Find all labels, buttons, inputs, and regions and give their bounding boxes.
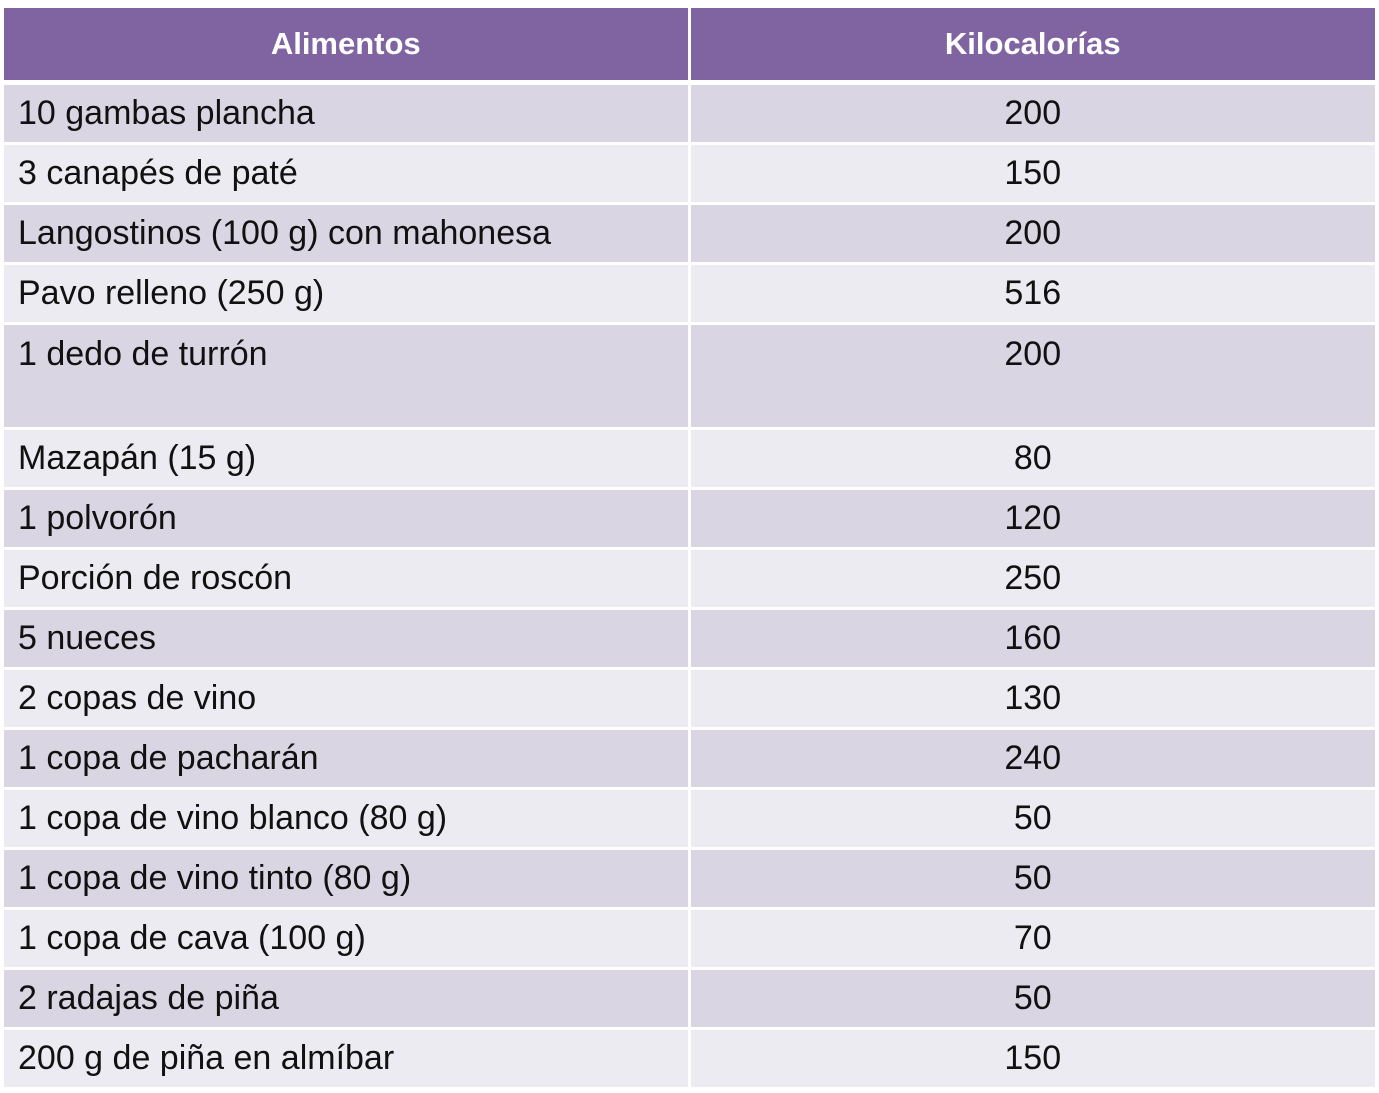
calorie-table-container <box>4 8 1375 1090</box>
kcal-cell: 150 <box>689 144 1375 204</box>
food-cell: Pavo relleno (250 g) <box>4 264 689 324</box>
food-cell: Mazapán (15 g) <box>4 429 689 489</box>
food-cell: 2 copas de vino <box>4 669 689 729</box>
table-row <box>4 609 1375 669</box>
table-row <box>4 204 1375 264</box>
kcal-cell: 516 <box>689 264 1375 324</box>
table-row <box>4 429 1375 489</box>
kcal-cell: 200 <box>689 204 1375 264</box>
header-alimentos: Alimentos <box>4 8 689 83</box>
table-row <box>4 669 1375 729</box>
kcal-cell: 200 <box>689 324 1375 429</box>
table-row <box>4 1029 1375 1089</box>
food-cell: 1 copa de vino blanco (80 g) <box>4 789 689 849</box>
food-cell: 2 radajas de piña <box>4 969 689 1029</box>
table-row <box>4 144 1375 204</box>
food-cell: 5 nueces <box>4 609 689 669</box>
table-row <box>4 849 1375 909</box>
kcal-cell: 80 <box>689 429 1375 489</box>
header-kilocalorias: Kilocalorías <box>689 8 1375 83</box>
table-row <box>4 264 1375 324</box>
food-cell: 1 dedo de turrón <box>4 324 689 429</box>
food-cell: 200 g de piña en almíbar <box>4 1029 689 1089</box>
food-cell: 1 copa de vino tinto (80 g) <box>4 849 689 909</box>
food-cell: 1 copa de pacharán <box>4 729 689 789</box>
table-row <box>4 909 1375 969</box>
table-row <box>4 789 1375 849</box>
table-row <box>4 549 1375 609</box>
kcal-cell: 70 <box>689 909 1375 969</box>
food-cell: Porción de roscón <box>4 549 689 609</box>
kcal-cell: 50 <box>689 849 1375 909</box>
food-cell: 1 copa de cava (100 g) <box>4 909 689 969</box>
table-row <box>4 83 1375 144</box>
table-row <box>4 489 1375 549</box>
food-cell: 10 gambas plancha <box>4 83 689 144</box>
kcal-cell: 200 <box>689 83 1375 144</box>
kcal-cell: 120 <box>689 489 1375 549</box>
table-row <box>4 969 1375 1029</box>
kcal-cell: 130 <box>689 669 1375 729</box>
food-cell: 1 polvorón <box>4 489 689 549</box>
kcal-cell: 150 <box>689 1029 1375 1089</box>
table-row <box>4 324 1375 429</box>
calorie-table <box>4 8 1375 1090</box>
kcal-cell: 50 <box>689 969 1375 1029</box>
food-cell: Langostinos (100 g) con mahonesa <box>4 204 689 264</box>
table-header-row <box>4 8 1375 83</box>
kcal-cell: 250 <box>689 549 1375 609</box>
table-row <box>4 729 1375 789</box>
kcal-cell: 160 <box>689 609 1375 669</box>
kcal-cell: 240 <box>689 729 1375 789</box>
kcal-cell: 50 <box>689 789 1375 849</box>
food-cell: 3 canapés de paté <box>4 144 689 204</box>
